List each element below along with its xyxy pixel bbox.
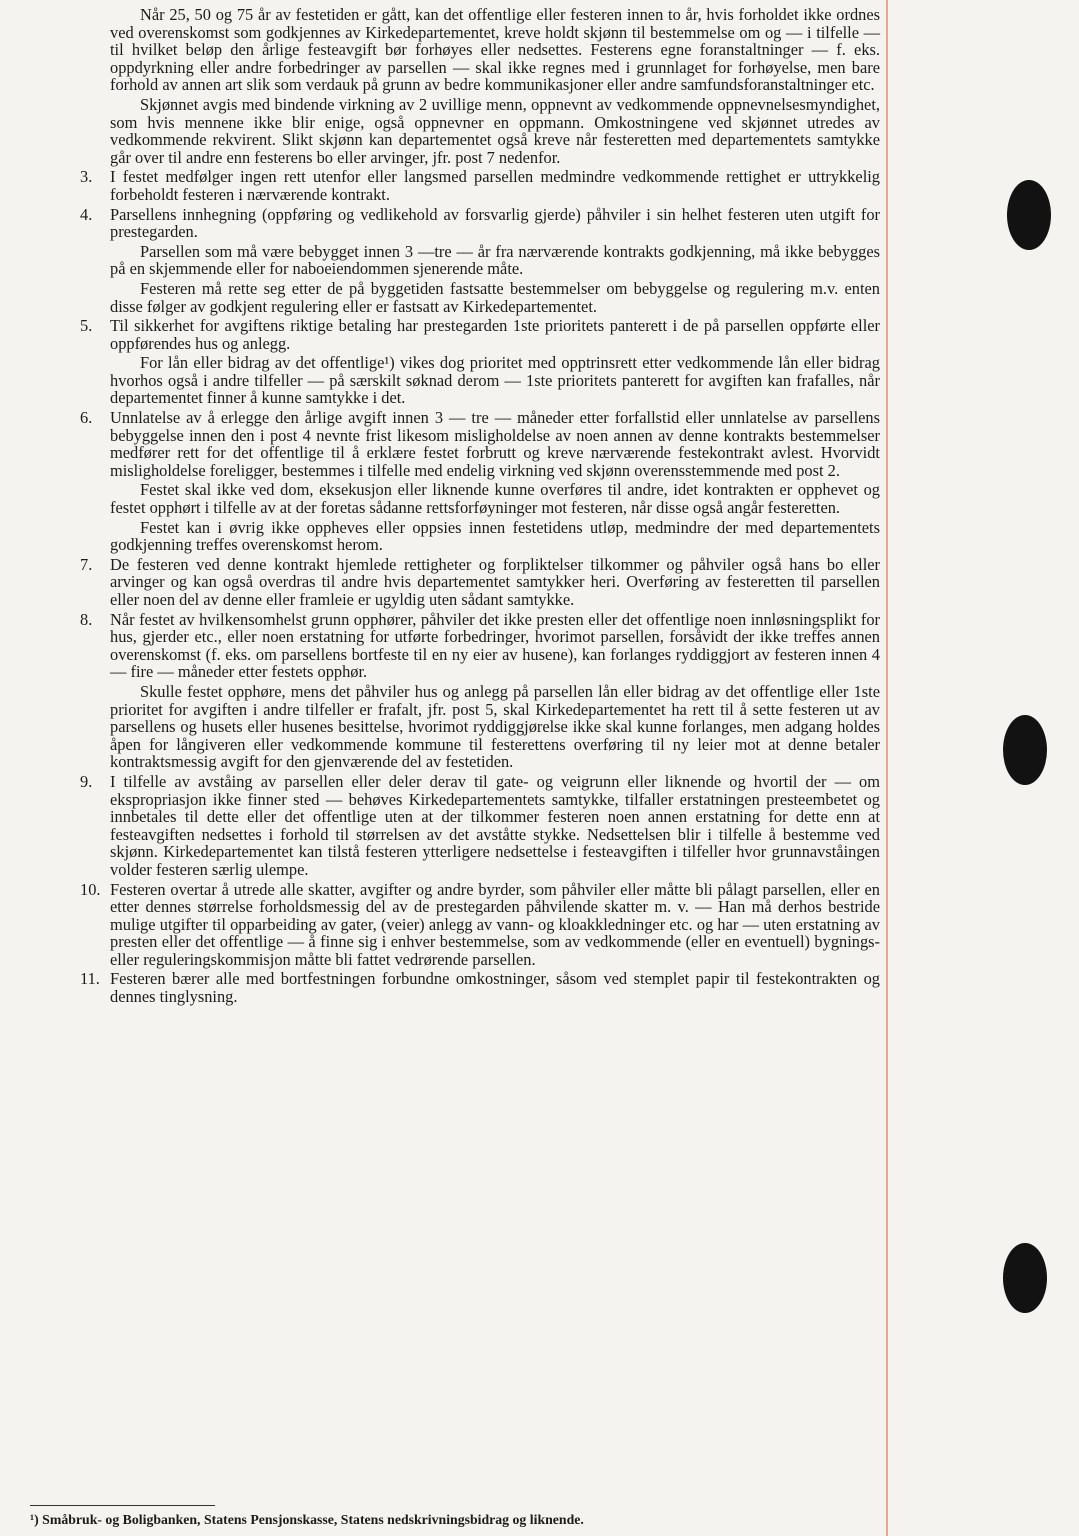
clause-number: 4.: [80, 204, 93, 224]
clause-number: 10.: [80, 879, 101, 899]
numbered-clause: [80, 773, 880, 879]
numbered-clause: [80, 168, 880, 203]
clause-text: I festet medfølger ingen rett utenfor eller langsmed parsellen medmindre vedkommende rettighet er uttrykkelig forbeholdt festeren i nærværende kontrakt.: [110, 167, 880, 204]
clause-text: Skjønnet avgis med bindende virkning av 2 uvillige menn, oppnevnt av vedkommende oppnevnelsesmyndighet, som hvis mennene ikke blir enige, også oppnevner en oppmann. Omkostningene ved skjønnet utredes av vedkommende rekvirent. Slikt skjønn kan departementet også kreve når festeretten med departementets samtykke går over til andre enn festerens bo eller arvinger, jfr. post 7 nedenfor.: [110, 94, 880, 167]
punch-hole: [1007, 180, 1051, 250]
clause-text: De festeren ved denne kontrakt hjemlede rettigheter og forpliktelser tilkommer og påhviler også hans bo eller arvinger og kan også overdras til andre hvis departementet samtykker heri. Overføring av festeretten til parsellen eller noen del av denne eller framleie er ugyldig uten sådant samtykke.: [110, 554, 880, 609]
numbered-clause: [80, 206, 880, 241]
clause-number: 7.: [80, 554, 93, 574]
clause-text: Festeren må rette seg etter de på byggetiden fastsatte bestemmelser om bebyggelse og regulering m.v. enten disse følger av godkjent regulering eller er fastsatt av Kirkedepartementet.: [110, 278, 880, 316]
clause-text: Festet kan i øvrig ikke oppheves eller oppsies innen festetidens utløp, medmindre der med departementets godkjenning treffes overenskomst herom.: [110, 517, 880, 555]
clause-number: 3.: [80, 167, 93, 187]
numbered-clause: [80, 317, 880, 352]
clause-paragraph: [80, 354, 880, 407]
clause-number: 6.: [80, 408, 93, 428]
clause-number: 8.: [80, 609, 93, 629]
numbered-clause: [80, 881, 880, 969]
punch-hole: [1003, 715, 1047, 785]
clause-text: Når festet av hvilkensomhelst grunn opphører, påhviler det ikke presten eller det offentlige noen innløsningsplikt for hus, gjerder etc., eller noen erstatning for utførte forbedringer, hvorimot parsellen, forsåvidt der ikke treffes annen overenskomst (f. eks. om parsellens bortfeste til en ny eier av husene), kan forlanges ryddiggjort av festeren innen 4 — fire — måneder etter festets opphør.: [110, 609, 880, 682]
punch-hole: [1003, 1243, 1047, 1313]
clause-text: Parsellens innhegning (oppføring og vedlikehold av forsvarlig gjerde) påhviler i sin helhet festeren uten utgift for prestegarden.: [110, 204, 880, 242]
clause-paragraph: [80, 481, 880, 516]
footnote-rule: [30, 1505, 215, 1506]
clause-paragraph: [80, 6, 880, 94]
clause-text: Når 25, 50 og 75 år av festetiden er gått, kan det offentlige eller festeren innen to år, hvis forholdet ikke ordnes ved overenskomst som godkjennes av Kirkedepartementet, kreve holdt skjønn til bestemmelse om og — i tilfelle — til hvilket beløp den årlige festeavgift bør forhøyes eller nedsettes. Festerens egne foranstaltninger — f. eks. oppdyrkning eller andre forbedringer av parsellen — skal ikke regnes med i grunnlaget for forhøyelse, men bare forhold av annen art slik som verdauk på grunn av bedre kommunikasjoner eller andre samfundsforanstaltninger etc.: [110, 5, 880, 95]
clause-paragraph: [80, 96, 880, 166]
clause-text: Parsellen som må være bebygget innen 3 —tre — år fra nærværende kontrakts godkjenning, må ikke bebygges på en skjemmende eller for naboeiendommen sjenerende måte.: [110, 241, 880, 279]
clause-number: 11.: [80, 969, 100, 989]
clause-paragraph: [80, 280, 880, 315]
margin-line: [886, 0, 888, 1536]
clause-text: Festet skal ikke ved dom, eksekusjon eller liknende kunne overføres til andre, idet kontrakten er opphevet og festet opphørt i tilfelle av at der foretas sådanne rettsforføyninger mot festeren, når disse også angår festeretten.: [110, 480, 880, 518]
footnote: ¹) Småbruk- og Boligbanken, Statens Pensjonskasse, Statens nedskrivningsbidrag og liknende.: [30, 1512, 584, 1527]
numbered-clause: [80, 611, 880, 681]
clause-text: Unnlatelse av å erlegge den årlige avgift innen 3 — tre — måneder etter forfallstid eller unnlatelse av parsellens bebyggelse innen den i post 4 nevnte frist likesom misligholdelse av noen annen av denne kontrakts bestemmelser medfører rett for det offentlige til å erklære festet forbrutt og kreve nærværende festekontrakt avlest. Hvorvidt misligholdelse foreligger, bestemmes i tilfelle med endelig virkning ved skjønn overensstemmende med post 2.: [110, 408, 880, 480]
clause-number: 5.: [80, 316, 93, 336]
clause-number: 9.: [80, 771, 93, 791]
contract-text: [80, 6, 880, 1008]
numbered-clause: [80, 556, 880, 609]
numbered-clause: [80, 409, 880, 479]
clause-text: Til sikkerhet for avgiftens riktige betaling har prestegarden 1ste prioritets panterett i de på parsellen oppførte eller oppførendes hus og anlegg.: [110, 316, 880, 353]
clause-paragraph: [80, 519, 880, 554]
clause-text: For lån eller bidrag av det offentlige¹) vikes dog prioritet med opptrinsrett etter vedkommende lån eller bidrag hvorhos også i andre tilfeller — på særskilt søknad derom — 1ste prioritets panterett for avgiften kan frafalles, når departementet finner å kunne samtykke i det.: [110, 353, 880, 408]
numbered-clause: [80, 970, 880, 1005]
clause-paragraph: [80, 683, 880, 771]
clause-text: Festeren bærer alle med bortfestningen forbundne omkostninger, såsom ved stemplet papir til festekontrakten og dennes tinglysning.: [110, 969, 880, 1007]
clause-text: Festeren overtar å utrede alle skatter, avgifter og andre byrder, som påhviler eller måtte bli pålagt parsellen, eller en etter dennes størrelse forholdsmessig del av de prestegarden påhvilende skatter m. v. — Han må derhos bestride mulige utgifter til opparbeiding av gater, (veier) anlegg av vann- og kloakkledninger etc. og har — uten erstatning av presten eller det offentlige — å finne sig i enhver bestemmelse, som av vedkommende (eller en eventuell) bygnings- eller reguleringskommisjon måtte bli fattet vedrørende parsellen.: [110, 879, 880, 969]
clause-paragraph: [80, 243, 880, 278]
clause-text: Skulle festet opphøre, mens det påhviler hus og anlegg på parsellen lån eller bidrag av det offentlige eller 1ste prioritet for avgiften i andre tilfeller er frafalt, jfr. post 5, skal Kirkedepartementet ha rett til å sette festeren ut av parsellens og husets eller husenes besittelse, hvorimot ryddiggjørelse ikke skal kunne forlanges, men adgang holdes åpen for långiveren eller vedkommende kommune til festerettens overføring til ny leier mot at denne betaler kontraktsmessig avgift for den gjenværende del av festetiden.: [110, 681, 880, 772]
clause-text: I tilfelle av avståing av parsellen eller deler derav til gate- og veigrunn eller liknende og hvortil der — om ekspropriasjon ikke finner sted — behøves Kirkedepartementets samtykke, tilfaller erstatningen presteembetet og innbetales til dette eller det offentlige uten at der tilkommer festeren noen annen erstatning for dette enn at festeavgiften nedsettes i forhold til størrelsen av det avståtte stykke. Nedsettelsen blir i tilfelle å bestemme ved skjønn. Kirkedepartementet kan tilstå festeren ytterligere nedsettelse i festeavgiften i tilfeller hvor grunnavståingen volder festeren særlig ulempe.: [110, 771, 880, 879]
